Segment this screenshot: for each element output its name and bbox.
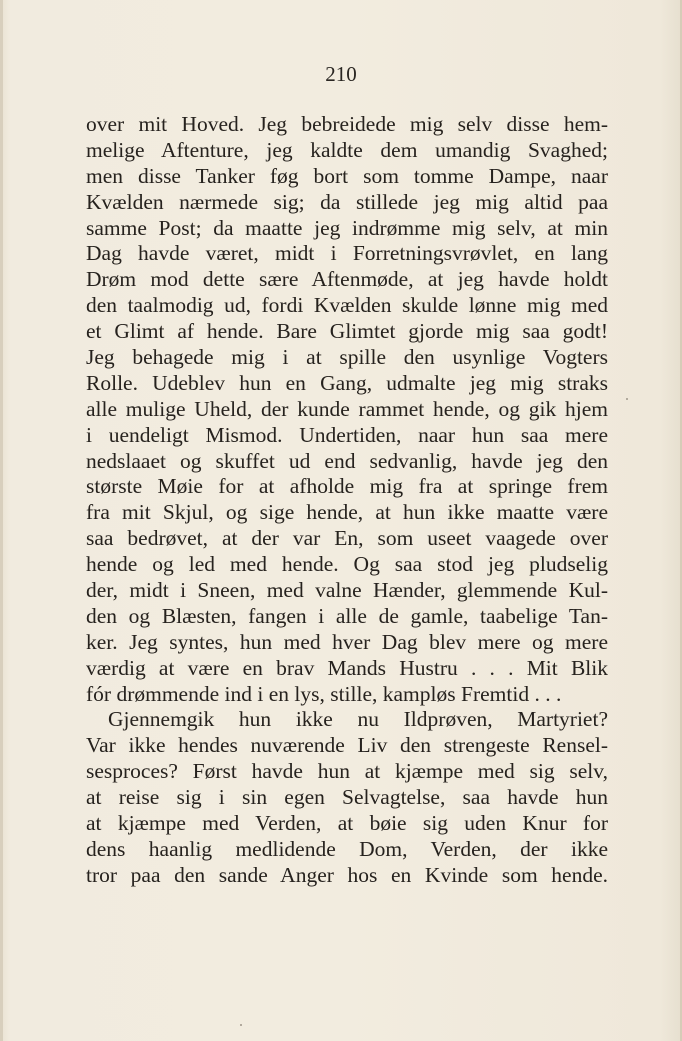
text-line-13: i uendeligt Mismod. Undertiden, naar hun saa mere	[86, 422, 608, 447]
paper-speck	[626, 398, 628, 400]
paper-speck	[240, 1024, 242, 1026]
page-left-edge	[0, 0, 3, 1041]
text-line-6: Dag havde været, midt i Forretningsvrøvlet, en lang	[86, 241, 608, 266]
text-line-7: Drøm mod dette sære Aftenmøde, at jeg havde holdt	[86, 267, 608, 292]
text-line-29: dens haanlig medlidende Dom, Verden, der ikke	[86, 836, 608, 861]
text-line-19: der, midt i Sneen, med valne Hænder, glemmende Kul-	[86, 578, 608, 603]
text-line-11: Rolle. Udeblev hun en Gang, udmalte jeg mig straks	[86, 370, 608, 395]
text-line-17: saa bedrøvet, at der var En, som useet vaagede over	[86, 526, 608, 551]
text-line-20: den og Blæsten, fangen i alle de gamle, taabelige Tan-	[86, 603, 608, 628]
body-text	[86, 112, 608, 889]
text-line-1: over mit Hoved. Jeg bebreidede mig selv disse hem-	[86, 112, 608, 136]
text-line-21: ker. Jeg syntes, hun med hver Dag blev mere og mere	[86, 629, 608, 654]
text-line-26: sesproces? Først havde hun at kjæmpe med sig selv,	[86, 759, 608, 784]
text-line-25: Var ikke hendes nuværende Liv den strengeste Rensel-	[86, 733, 608, 758]
text-line-23: fór drømmende ind i en lys, stille, kampløs Fremtid . . .	[86, 681, 562, 706]
text-line-2: melige Aftenture, jeg kaldte dem umandig Svaghed;	[86, 137, 608, 162]
text-line-10: Jeg behagede mig i at spille den usynlige Vogters	[86, 345, 608, 370]
page-number: 210	[325, 62, 357, 86]
text-line-15: største Møie for at afholde mig fra at springe frem	[86, 474, 608, 499]
text-line-16: fra mit Skjul, og sige hende, at hun ikke maatte være	[86, 500, 608, 525]
text-line-14: nedslaaet og skuffet ud end sedvanlig, havde jeg den	[86, 448, 608, 473]
text-line-28: at kjæmpe med Verden, at bøie sig uden Knur for	[86, 811, 608, 836]
text-line-5: samme Post; da maatte jeg indrømme mig selv, at min	[86, 215, 608, 240]
text-line-8: den taalmodig ud, fordi Kvælden skulde lønne mig med	[86, 293, 608, 318]
text-line-3: men disse Tanker føg bort som tomme Dampe, naar	[86, 163, 608, 188]
text-line-30: tror paa den sande Anger hos en Kvinde som hende.	[86, 862, 608, 887]
text-line-22: værdig at være en brav Mands Hustru . . . Mit Blik	[86, 655, 608, 680]
text-line-27: at reise sig i sin egen Selvagtelse, saa havde hun	[86, 785, 608, 810]
text-line-18: hende og led med hende. Og saa stod jeg pludselig	[86, 552, 608, 577]
text-line-12: alle mulige Uheld, der kunde rammet hende, og gik hjem	[86, 396, 608, 421]
text-line-24: Gjennemgik hun ikke nu Ildprøven, Martyriet?	[108, 707, 608, 732]
text-line-9: et Glimt af hende. Bare Glimtet gjorde mig saa godt!	[86, 319, 608, 344]
text-line-4: Kvælden nærmede sig; da stillede jeg mig altid paa	[86, 189, 608, 214]
